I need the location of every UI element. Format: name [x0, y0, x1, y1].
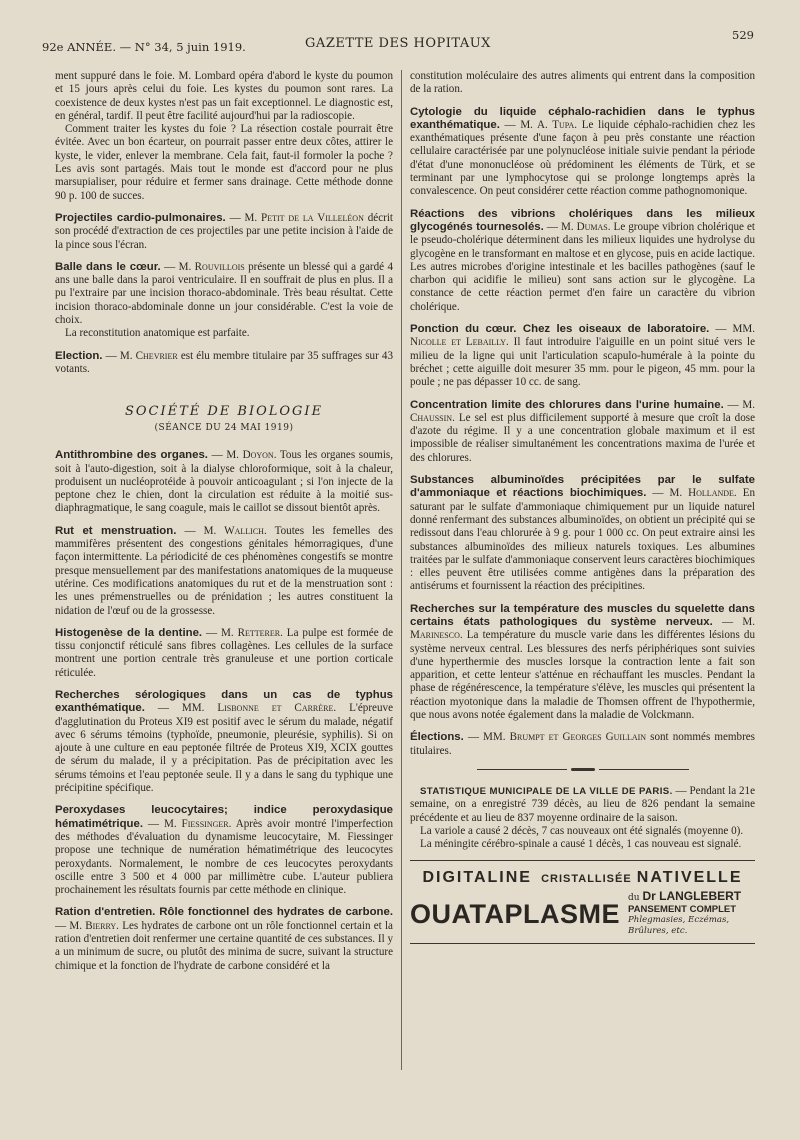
ad-du: du: [628, 893, 640, 904]
bio-entry: Rut et menstruation. — M. Wallich. Toutes les femelles des mammifères présentent des congestions génitales hémorragiques, d'une façon intermittente. La périodicité de ces phénomènes congestifs se montre presque mensuellement par des manifestations anatomiques de la muqueuse utérine. Ces modifications anatomiques du rut et de la menstruation sont : les unes prémenstruelles ou de prénidation ; les autres constituent la nidation de l'œuf ou de la grossesse.: [55, 524, 393, 617]
bio-entry: Cytologie du liquide céphalo-rachidien dans le typhus exanthématique. — M. A. Tupa. Le liquide céphalo-rachidien chez les exanthématiques présente d'une façon à peu près constante une réaction cellulaire caractérisée par une polynucléose initiale suivie pendant la période d'état d'une mononucléose où prédominent les éléments de Türk, et se terminant par une lymphocytose qui se prolonge longtemps après la convalescence. On peut considérer cette réaction comme pathognomonique.: [410, 105, 756, 198]
entry-projectiles: Projectiles cardio-pulmonaires. — M. Petit de la Villeléon décrit son procédé d'extraction de ces projectiles par une petite incision à l'aide de la pince sous l'écran.: [55, 211, 393, 251]
ad-details: [628, 891, 755, 937]
entry-author: M. Wallich.: [203, 524, 267, 537]
intro-paragraph-2: Comment traiter les kystes du foie ? La résection costale pourrait être évitée. Avec un bon écarteur, on pourrait passer entre deux côtes, attirer le kyste, le vider, enlever la membrane. Cela fait, faut-il formoler la poche ? Les avis sont partagés. Mais tout le monde est d'accord pour ne plus marsupialiser, pour réduire et fermer sans drainage. Cette méthode donne 90 p. 100 de succes.: [55, 123, 393, 202]
entry-title: Ration d'entretien. Rôle fonctionnel des hydrates de carbone.: [55, 906, 393, 919]
bio-entry: Concentration limite des chlorures dans l'urine humaine. — M. Chaussin. Le sel est plus difficilement supporté à mesure que croît la dose d'azote du régime. Il y a une concentration globale maximum et il est impossible de réaliser simultanément les concentrations maxima de l'urée et des chlorures.: [410, 398, 755, 464]
intro-paragraph: ment suppuré dans le foie. M. Lombard opéra d'abord le kyste du poumon et 15 jours après celui du foie. Les kystes du poumon sont rares. La coexistence de deux kystes n'est pas un fait exceptionnel. Le diagnostic est, en général, tardif. Il peut être facilité aujourd'hui par la radioscopie.: [55, 70, 393, 122]
advert-ouataplasme: [410, 891, 755, 944]
entry-title: Ponction du cœur. Chez les oiseaux de laboratoire.: [410, 323, 710, 336]
entry-title: Election.: [55, 349, 103, 362]
ad-doctor: Dr LANGLEBERT: [642, 889, 742, 904]
entry-body: présente un blessé qui a gardé 4 ans une balle dans la paroi ventriculaire. Il en souffrait de plus en plus. Il a pu l'extraire par une incision thoraco-abdominale. Très beau résultat. Cette incision thoraco-abdominale donne un jour considérable. C'est la voie de choix.: [55, 260, 393, 327]
advert-digitaline: [410, 860, 755, 887]
stats-title: STATISTIQUE MUNICIPALE DE LA VILLE DE PARIS.: [420, 785, 673, 797]
entry-body: décrit son procédé d'extraction de ces projectiles par une petite incision à l'aide de la pince sous l'écran.: [55, 211, 393, 251]
entry-author: M. Doyon.: [226, 449, 277, 462]
entry-author: M. A. Tupa.: [520, 118, 578, 131]
entry-author: M. Fiessinger.: [163, 817, 232, 830]
column-divider: [401, 70, 402, 1070]
entry-author: M. Bierry.: [69, 919, 119, 932]
entry-author: M. Petit de la Villeléon: [244, 211, 364, 224]
entry-body: La pulpe est formée de tissu conjonctif réticulé sans fibres collagènes. Les cellules de la surface montrent une portion centrale très granuleuse et une portion corticale réticulée.: [55, 626, 394, 679]
entry-title: Recherches sur la température des muscles du squelette dans certains états pathologiques du système nerveux.: [410, 602, 755, 628]
bio-entry: Substances albuminoïdes précipitées par le sulfate d'ammoniaque et réactions biochimiques. — M. Hollande. En saturant par le sulfate d'ammoniaque chimiquement pur un liquide naturel donné renfermant des substances albuminoïdes, on obtient un précipité qui se redissout dans l'eau chlorurée à 9 g. pour 1 000 cc. On peut extraire ainsi les substances albuminoïdes des milieux naturels toxiques. Les albumines traitées par le sulfate d'ammoniaque conservent leurs caractères biochimiques : elles peuvent être utilisées comme antigènes dans la préparation des antisérums et fournissent la réaction des précipitines.: [410, 474, 756, 593]
entry-title: Histogenèse de la dentine.: [55, 626, 203, 639]
entry-body: En saturant par le sulfate d'ammoniaque chimiquement pur un liquide naturel donné renfermant des substances albuminoïdes, on obtient un précipité qui se redissout dans l'eau chlorurée à 9 g. pour 1 000 cc. On peut extraire ainsi les substances albuminoïdes des milieux naturels toxiques. Les albumines traitées par le sulfate d'ammoniaque conservent leurs caractères biochimiques : elles peuvent être utilisées comme antigènes dans la préparation des antisérums et fournissent la réaction des précipitines.: [410, 487, 756, 593]
journal-title: GAZETTE DES HOPITAUX: [305, 36, 491, 51]
entry-author: M. Chaussin.: [410, 398, 755, 424]
entry-title: Réactions des vibrions cholériques dans les milieux glycogénés tournesolés.: [410, 207, 755, 233]
entry-body: Le liquide céphalo-rachidien chez les exanthématiques présente d'une façon à peu près constante une réaction cellulaire caractérisée par une polynucléose initiale suivie pendant la période d'état d'une mononucléose où prédominent les éléments de Türk, et se terminant par une lymphocytose qui se prolonge longtemps après la convalescence. On peut considérer cette réaction comme pathognomonique.: [410, 118, 756, 198]
entry-title: Recherches sérologiques dans un cas de typhus exanthématique.: [55, 688, 393, 715]
entry-body: L'épreuve d'agglutination du Proteus XI9 est positif avec le sérum du malade, négatif avec 6 sérums témoins (typhoïde, pneumonie, pleurésie, syphilis). Si on ajoute à une culture en eau peptonée filtrée de Proteus XI9, XCIX gouttes de sérum du malade, il y a précipitation. Pas de précipitation avec les sérums témoins et l'eau peptonée seule. Il y a dans le sang du typhique une précipitine spécifique.: [55, 702, 393, 795]
entry-author: MM. Brumpt et Georges Guillain: [483, 731, 647, 744]
entry-author: MM. Lisbonne et Carrère.: [181, 702, 337, 715]
continuation-paragraph: constitution moléculaire des autres aliments qui entrent dans la composition de la ration.: [410, 70, 755, 96]
bio-entry: Élections. — MM. Brumpt et Georges Guillain sont nommés membres titulaires.: [410, 731, 756, 757]
right-column: [410, 70, 755, 944]
entry-title: Concentration limite des chlorures dans l'urine humaine.: [410, 398, 724, 411]
stats-block: STATISTIQUE MUNICIPALE DE LA VILLE DE PARIS. — Pendant la 21e semaine, on a enregistré 739 décès, au lieu de 826 pendant la semaine précédente et au lieu de 837 moyenne ordinaire de la saison. La variole a causé 2 décès, 7 cas nouveaux ont été signalés (moyenne 0). La méningite cérébro-spinale a causé 1 décès, 1 cas nouveau est signalé.: [410, 784, 756, 851]
section-title: SOCIÉTÉ DE BIOLOGIE: [124, 404, 324, 420]
issue-info: 92e ANNÉE. — N° 34, 5 juin 1919.: [42, 40, 246, 54]
entry-author: MM. Nicolle et Lebailly.: [410, 323, 755, 349]
section-subtitle: (SÉANCE DU 24 MAI 1919): [154, 423, 294, 434]
ad-product: OUATAPLASME: [410, 898, 620, 929]
ad-uses: Phlegmasies, Eczémas, Brûlures, etc.: [628, 915, 730, 937]
bio-entry: Réactions des vibrions cholériques dans les milieux glycogénés tournesolés. — M. Dumas. Le groupe vibrion cholérique et le pseudo-cholérique déterminent dans les milieux liquides une hydrolyse du glycogène en le transformant en maltose et en glycose, puis en acide lactique. Les autres microbes d'origine intestinale et les bacilles pathogènes (sauf le charbon qui acidifie le milieu) sont sans action sur le glycogène. La constance de cette réaction permet d'en faire un caractère du vibrion cholérique.: [410, 207, 755, 313]
entry-author: M. Retterer.: [221, 626, 283, 639]
entry-title: Antithrombine des organes.: [55, 449, 208, 462]
entry-author: M. Marinesco.: [410, 615, 755, 642]
ad-word: CRISTALLISÉE: [541, 873, 632, 886]
bio-entry: Ponction du cœur. Chez les oiseaux de laboratoire. — MM. Nicolle et Lebailly. Il faut introduire l'aiguille en un point situé vers le milieu de la ligne qui unit l'articulation scapulo-humérale à la pointe du bréchet ; cette aiguille doit mesurer 35 mm. pour le pigeon, 45 mm. pour la poule ; ne pas dépasser 10 cc. de sang.: [410, 323, 755, 389]
entry-title: Balle dans le cœur.: [55, 260, 161, 273]
entry-body: Le sel est plus difficilement supporté à mesure que croît la dose d'azote du régime. Il y a une concentration globale maximum et il est impossible de réaliser simultanément les concentrations maxima de l'urée et des chlorures.: [410, 411, 755, 464]
entry-author: M. Chevrier: [119, 349, 178, 362]
page-header: [42, 30, 754, 54]
bio-entry: Antithrombine des organes. — M. Doyon. Tous les organes soumis, soit à l'auto-digestion, soit à la dialyse chloroformique, soit à la chaleur, produisent un nucléoprotéide à pouvoir anticoagulant ; si l'on injecte de la peptone chez le chien, dont la circulation est réduite à la moitié sus-diaphragmatique, le sang coagule, mais le caillot se dissout bientôt après.: [55, 449, 394, 515]
bio-entry: Histogenèse de la dentine. — M. Retterer. La pulpe est formée de tissu conjonctif réticulé sans fibres collagènes. Les cellules de la surface montrent une portion centrale très granuleuse et une portion corticale réticulée.: [55, 626, 394, 679]
entry-title: Substances albuminoïdes précipitées par le sulfate d'ammoniaque et réactions biochimiques.: [410, 474, 755, 500]
entry-body: Tous les organes soumis, soit à l'auto-digestion, soit à la dialyse chloroformique, soit à la chaleur, produisent un nucléoprotéide à pouvoir anticoagulant ; si l'on injecte de la peptone chez le chien, dont la circulation est réduite à la moitié sus-diaphragmatique, le sang coagule, mais le caillot se dissout bientôt après.: [55, 449, 394, 515]
entry-title: Projectiles cardio-pulmonaires.: [55, 211, 226, 224]
entry-title: Cytologie du liquide céphalo-rachidien dans le typhus exanthématique.: [410, 105, 755, 131]
left-column: [55, 70, 393, 982]
entry-body: est élu membre titulaire par 35 suffrages sur 43 votants.: [55, 349, 394, 375]
entry-balle-coeur: Balle dans le cœur. — M. Rouvillois présente un blessé qui a gardé 4 ans une balle dans la paroi ventriculaire. Il en souffrait de plus en plus. Il a pu l'extraire par une incision thoraco-abdominale. Très beau résultat. Cette incision thoraco-abdominale donne un jour considérable. C'est la voie de choix. La reconstitution anatomique est parfaite.: [55, 260, 393, 340]
bio-entry: Peroxydases leucocytaires; indice peroxydasique hématimétrique. — M. Fiessinger. Après avoir montré l'imperfection des méthodes d'évaluation du dynamisme leucocytaire, M. Fiessinger propose une technique de numération hématimétrique des leucocytes peroxydants. Normalement, le nombre de ces leucocytes peroxydants oscille entre 3 500 et 4 000 par millimètre cube. L'auteur publiera prochainement les résultats fournis par cette méthode en clinique.: [55, 804, 394, 897]
entry-election: Election. — M. Chevrier est élu membre titulaire par 35 suffrages sur 43 votants.: [55, 349, 394, 375]
entry-title: Élections.: [410, 731, 464, 744]
ad-word: NATIVELLE: [636, 869, 743, 887]
entry-body: Le groupe vibrion cholérique et le pseudo-cholérique déterminent dans les milieux liquides une hydrolyse du glycogène en le transformant en maltose et en glycose, puis en acide lactique. Les autres microbes d'origine intestinale et les bacilles pathogènes (sauf le charbon qui acidifie le milieu) sont sans action sur le glycogène. La constance de cette réaction permet d'en faire un caractère du vibrion cholérique.: [410, 220, 755, 313]
entry-title: Rut et menstruation.: [55, 524, 177, 537]
bio-entry: Recherches sérologiques dans un cas de typhus exanthématique. — MM. Lisbonne et Carrère. L'épreuve d'agglutination du Proteus XI9 est positif avec le sérum du malade, négatif avec 6 sérums témoins (typhoïde, pneumonie, pleurésie, syphilis). Si on ajoute à une culture en eau peptonée filtrée de Proteus XI9, XCIX gouttes de sérum du malade, il y a précipitation. Pas de précipitation avec les sérums témoins et l'eau peptonée seule. Il y a dans le sang du typhique une précipitine spécifique.: [55, 688, 393, 795]
entry-author: M. Rouvillois: [178, 260, 245, 273]
entry-extra: La reconstitution anatomique est parfaite.: [65, 327, 250, 340]
entry-body: Il faut introduire l'aiguille en un point situé vers le milieu de la ligne qui unit l'articulation scapulo-humérale à la pointe du bréchet ; cette aiguille doit mesurer 35 mm. pour le pigeon, 45 mm. pour la poule ; ne pas dépasser 10 cc. de sang.: [410, 336, 755, 389]
entry-body: Les hydrates de carbone ont un rôle fonctionnel certain et la ration d'entretien doit renfermer une certaine quantité de ces substances. Il y a un minimum de sucre, ou plutôt des minima de sucre, suivant la structure chimique et la fonction de l'hydrate de carbone considéré et la: [55, 919, 393, 972]
ornament-divider: [410, 768, 755, 771]
entry-author: M. Hollande.: [669, 487, 737, 500]
ad-complet: PANSEMENT COMPLET: [628, 904, 737, 916]
entry-body: sont nommés membres titulaires.: [410, 731, 756, 757]
entry-author: M. Dumas.: [560, 220, 611, 233]
ad-word: DIGITALINE: [422, 869, 532, 887]
entry-body: Après avoir montré l'imperfection des méthodes d'évaluation du dynamisme leucocytaire, M. Fiessinger propose une technique de numération hématimétrique des leucocytes peroxydants. Normalement, le nombre de ces leucocytes peroxydants oscille entre 3 500 et 4 000 par millimètre cube. L'auteur publiera prochainement les résultats fournis par cette méthode en clinique.: [55, 817, 394, 897]
entry-body: Toutes les femelles des mammifères présentent des congestions génitales hémorragiques, d'une façon intermittente. La périodicité de ces phénomènes congestifs se montre presque mensuellement par des manifestations anatomiques de la muqueuse utérine. Ces modifications anatomiques du rut et de la menstruation sont : les unes prémenstruelles ou de prénidation ; les autres constituent la nidation de l'œuf ou de la grossesse.: [55, 524, 393, 617]
bio-entry: Recherches sur la température des muscles du squelette dans certains états pathologiques du système nerveux. — M. Marinesco. La température du muscle varie dans les différentes lésions du système nerveux central. Les blessures des nerfs périphériques sont suivies d'une hyperthermie des muscles lorsque la contraction lente a fait son apparition, et cette lenteur s'atténue en réchauffant les muscles. Pendant la phase de régénérescence, la température s'élève, les muscles qui présentent la réaction myotonique dans la maladie de Thomsen offrent de l'hypothermie, que nous avons notée également dans la maladie de Volckmann.: [410, 602, 755, 722]
entry-body: La température du muscle varie dans les différentes lésions du système nerveux central. Les blessures des nerfs périphériques sont suivies d'une hyperthermie des muscles lorsque la contraction lente a fait son apparition, et cette lenteur s'atténue en réchauffant les muscles. Pendant la phase de régénérescence, la température s'élève, les muscles qui présentent la réaction myotonique dans la maladie de Thomsen offrent de l'hypothermie, que nous avons notée également dans la maladie de Volckmann.: [410, 629, 755, 722]
stats-p3: La méningite cérébro-spinale a causé 1 décès, 1 cas nouveau est signalé.: [420, 838, 742, 851]
page-number: 529: [732, 28, 754, 42]
stats-p1: Pendant la 21e semaine, on a enregistré 739 décès, au lieu de 826 pendant la semaine précédente et au lieu de 837 moyenne ordinaire de la saison.: [410, 784, 756, 824]
entry-title: Peroxydases leucocytaires; indice peroxydasique hématimétrique.: [55, 804, 393, 830]
stats-p2: La variole a causé 2 décès, 7 cas nouveaux ont été signalés (moyenne 0).: [420, 824, 744, 837]
bio-entry: Ration d'entretien. Rôle fonctionnel des hydrates de carbone. — M. Bierry. Les hydrates de carbone ont un rôle fonctionnel certain et la ration d'entretien doit renfermer une certaine quantité de ces substances. Il y a un minimum de sucre, ou plutôt des minima de sucre, suivant la structure chimique et la fonction de l'hydrate de carbone considéré et la: [55, 906, 393, 972]
